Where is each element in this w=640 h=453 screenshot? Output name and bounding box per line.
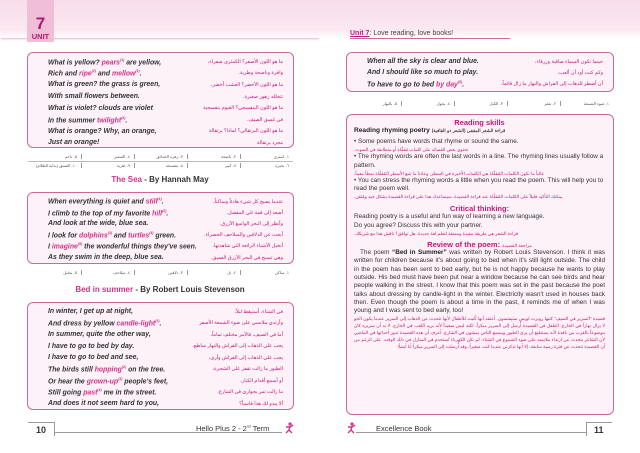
vocab-word: grown-up (86, 377, 119, 385)
subtitle-en: Reading rhyming poetry (354, 127, 430, 134)
poem-line-arabic: وأرتدي ملابسي على ضوء الشمعة الأصفر (199, 320, 283, 327)
poem-line (48, 230, 283, 241)
poem-line (48, 306, 283, 318)
poem-author: - By Hannah May (142, 175, 209, 184)
book-title-text: Term (250, 424, 270, 433)
runner-logo-icon (346, 422, 356, 434)
footnote-marker: (2) (121, 365, 127, 370)
vocab-item: ٣- زهرة الحدائق (134, 154, 187, 159)
poem-line-arabic: في غسق الصيف. (247, 116, 283, 123)
poem-line-arabic: ما هو اللون البنفسجي؟ الغيوم بنفسجية (203, 105, 283, 112)
poem-lines (48, 306, 283, 410)
poem-line-arabic: أبحث عن الدلافين والسلاحف الخضراء. (204, 232, 283, 239)
poem-line (48, 114, 283, 126)
footnote-marker: (5) (457, 80, 463, 85)
poem-line-arabic: مجرد برتقالة (256, 139, 283, 146)
poem-line-english (48, 197, 164, 205)
poem-title-text: The Sea (111, 175, 142, 184)
line-text: . (159, 320, 162, 328)
poem-line-english (48, 58, 161, 66)
line-text: I look for (48, 232, 80, 240)
line-text: I climb to the top of my favorite (48, 209, 153, 217)
poem-line (48, 398, 283, 410)
poem-line (48, 352, 283, 364)
poem-line (48, 252, 283, 263)
vocab-word: pears (101, 58, 120, 66)
poem-line-english (367, 80, 464, 88)
unit-label: UNIT (31, 32, 50, 41)
book-title-text: Hello Plus 2 - 2 (196, 424, 247, 433)
poem-line (48, 241, 283, 252)
vocab-item: ١٠- الغسق (بداية الظلام) (36, 163, 77, 168)
poem-line-arabic: يجب علي الذهاب إلى الفراش والنهار ساطع. (192, 343, 283, 350)
divider (28, 161, 293, 162)
footnote-marker: (1) (120, 57, 125, 62)
vocab-item: ٤- بجوار (401, 101, 454, 106)
poem-line-english: I have to go to bed and see, (48, 354, 139, 362)
review-title-ar: مراجعة القصيدة (502, 243, 532, 249)
footer-rule (586, 422, 587, 436)
poem-line-arabic: يجب علي الذهاب إلى الفراش وأرى، (208, 354, 283, 361)
poem-line (367, 67, 603, 78)
vocab-row (28, 154, 293, 159)
poem-line-arabic: وأنظر إلى البحر الواسع الأزرق. (219, 220, 283, 227)
vocab-item: ٨- بنفسجة (134, 163, 187, 168)
page-number: 11 (594, 425, 604, 435)
poem-line (48, 196, 283, 207)
poem-line-arabic: أصعد إلى قمة تلي المفضل. (226, 209, 283, 216)
poem-line-english (48, 116, 127, 124)
vocab-item: ٤- الشعير (81, 154, 134, 159)
vocab-item: ٧- كبير (187, 163, 240, 168)
bullet-arabic: غالباً ما تكون الكلمات المُقفَّاة هي الكلمات الأخيرة في السطر. وعادةً ما تتبع الأسطر المُقفَّاة نمطاً معيناً. (354, 170, 544, 176)
vocab-word: dolphins (79, 232, 108, 240)
poem-line (48, 329, 283, 341)
poem-line (48, 102, 283, 114)
vocab-item: ٥- ناعم (65, 154, 77, 159)
line-text: When everything is quiet and (48, 198, 146, 206)
bullet-text: • Some poems have words that rhyme or sound the same. (354, 138, 519, 145)
poem-line (48, 207, 283, 218)
vocab-word: hill (152, 209, 163, 217)
poem-line (48, 375, 283, 387)
poem-line-arabic: تتخلله زهور صغيرة. (243, 93, 283, 100)
poem-line (48, 79, 283, 91)
right-page (320, 0, 640, 453)
page-number: 10 (36, 425, 47, 435)
poem-line (48, 68, 283, 80)
line-text: on the tree. (126, 366, 166, 374)
vocab-word: by day (436, 81, 458, 89)
poem-title-the-sea (0, 175, 320, 184)
poem-line-arabic: أما في الصيف، فالأمر مختلف تماماً، (210, 331, 283, 338)
book-title-sup: nd (246, 424, 251, 429)
poem-line-english: And does it not seem hard to you, (48, 400, 160, 408)
line-text: and (95, 70, 113, 78)
vocab-word: hopping (94, 366, 122, 374)
footer-rule (54, 422, 55, 436)
line-text: green. (153, 232, 177, 240)
review-text (354, 249, 605, 315)
line-text: The birds still (48, 366, 95, 374)
line-text: I (48, 243, 52, 251)
poem-line-english (48, 209, 168, 217)
reading-skills-title: Reading skills (454, 118, 505, 127)
vocab-item: ٣- دلافين (134, 270, 187, 275)
vocab-item: ٣- الكبار (454, 101, 507, 106)
vocab-word: candle-light (116, 320, 156, 328)
poem-line (48, 318, 283, 330)
vocab-row (28, 163, 293, 168)
poem-line-arabic: ما هو اللون الأصفر؟ الكمثرى صفراء، (207, 58, 283, 65)
poem-author: - By Robert Louis Stevenson (133, 285, 245, 294)
line-text: people's feet, (122, 377, 169, 385)
vocab-row (348, 101, 613, 106)
poem-line-english: In winter, I get up at night, (48, 308, 133, 316)
poem-line-english: Just an orange! (48, 139, 100, 147)
poem-line-arabic: ما هو اللون البرتقالي؟ لماذا؟ برتقالة (208, 128, 283, 135)
poem-line-arabic: ما هو اللون الأخضر؟ العشب أخضر، (210, 81, 283, 88)
poem-line (48, 341, 283, 353)
poem-line-english: With small flowers between. (48, 93, 140, 101)
vocab-word: ripe (79, 70, 92, 78)
line-text: To have to go to bed (367, 81, 437, 89)
poem-line (48, 218, 283, 229)
poem-lines (367, 56, 603, 90)
vocab-item: ٢- ناضجة (187, 154, 240, 159)
poem-line-english: What is violet? clouds are violet (48, 104, 153, 112)
poem-line-english (48, 365, 165, 373)
line-text: Still going (48, 389, 84, 397)
poem-line-english: And I should like so much to play. (367, 69, 479, 77)
poem-lines (48, 196, 283, 263)
poem-lines (48, 56, 283, 149)
poem-line (48, 126, 283, 138)
vocab-item: ٢- تل (187, 270, 240, 275)
vocab-item: ٥- بالنهار (382, 101, 397, 106)
unit-header-unit: Unit 7 (350, 30, 370, 37)
footnote-marker: (3) (135, 69, 140, 74)
vocab-item: ١- كمثرى (240, 154, 293, 159)
poem-box-bed-in-summer (27, 302, 294, 410)
unit-header-title: : Love reading, love books! (369, 30, 454, 37)
poem-line-english (48, 231, 176, 239)
poem-title-bed-in-summer (0, 285, 320, 294)
vocab-word: turtles (128, 232, 150, 240)
poem-line-english: What is orange? Why, an orange, (48, 127, 157, 135)
poem-line-arabic: وافرة وناضجة وطرية. (238, 70, 283, 77)
line-text: me in the street. (101, 389, 157, 397)
vocab-item: ١- ساكن (240, 270, 293, 275)
vocab-word: twilight (97, 116, 122, 124)
skills-box (346, 114, 614, 415)
vocab-word: past (83, 389, 98, 397)
poem-line (48, 56, 283, 68)
poem-line-english (48, 242, 197, 250)
critical-thinking-line: Reading poetry is a useful and fun way of learning a new language. (354, 213, 545, 221)
poem-line-arabic: ألا يبدو لك هذا قاسياً؟ (239, 400, 283, 407)
footnote-marker: (4) (97, 388, 102, 393)
line-text: . (462, 81, 465, 89)
footnote-marker: (1) (157, 197, 162, 202)
footnote-marker: (3) (107, 231, 113, 235)
runner-logo-icon (284, 422, 294, 434)
reading-skills-bullets (354, 138, 605, 200)
book-title: Excellence Book (376, 424, 432, 433)
vocab-item: ٤- سلاحف (81, 270, 134, 275)
footer-rule (586, 422, 612, 423)
vocab-item: ٦- بحيرة (240, 163, 293, 168)
footnote-marker: (3) (118, 376, 123, 381)
poem-line-english: In summer, quite the other way, (48, 331, 151, 339)
line-text: And dress by yellow (48, 320, 117, 328)
poem-line-english: When all the sky is clear and blue. (367, 58, 479, 66)
critical-thinking-line: Do you agree? Discuss this with your partner. (354, 221, 483, 229)
bullet-text: • The rhyming words are often the last words in a line. The rhyming lines usually follow a pattern. (354, 153, 604, 169)
poem-line-arabic: عندما يصبح كل شيء هادئاً وساكناً، (212, 198, 283, 205)
line-text: Or hear the (48, 377, 87, 385)
line-text: . (139, 70, 142, 78)
vocab-item: ٥- يتخيل (63, 270, 77, 275)
poem-box-colors (27, 52, 294, 148)
poem-title-text: Bed in summer (75, 285, 134, 294)
bullet-arabic: يمكنك التأكيد قليلاً على الكلمات المُقفَّاة عند قراءة القصيدة. سيساعدك هذا على قراءة القصيدة بشكل جيد ومُتقن. (354, 194, 563, 200)
unit-badge (27, 0, 54, 42)
poem-line-english (48, 69, 142, 77)
line-text: and (112, 232, 129, 240)
book-title (196, 424, 269, 433)
poem-line-english (48, 319, 161, 327)
review-poem-name: “Bed in Summer” (392, 249, 447, 257)
poem-line (367, 56, 603, 67)
vocab-item: ١- ضوء الشمعة (560, 101, 613, 106)
poem-line-english: What is green? the grass is green, (48, 81, 161, 89)
poem-line-arabic: الطيور ما زالت تقفز على الشجرة، (212, 366, 283, 373)
line-text: What is yellow? (48, 58, 102, 66)
bullet-arabic: تحتوي بعض القصائد على كلمات مُقفَّاة أو متطابقة في الصوت. (354, 147, 469, 153)
vocab-word: mellow (112, 70, 136, 78)
poem-line-english: And look at the wide, blue sea. (48, 220, 149, 228)
poem-line-arabic: ما زالت تمر بجواري في الشارع. (217, 389, 283, 396)
unit-header (350, 30, 510, 39)
footnote-marker: (1) (155, 319, 160, 324)
review-title-en: Review of the poem: (427, 240, 501, 250)
critical-thinking-ar: قراءة الشعر هي طريقة مفيدة وممتعة لتعلم لغة جديدة. هل توافق؟ ناقش هذا مع شريكك. (354, 231, 519, 237)
review-text-ar: قصيدة "السرير في الصيف" كتبها روبرت لويس ستيفنسون. أعتقد أنها كُتبت للأطفال لأنها تتحدث عن الذهاب إلى السرير عندما يكون الجو لا يزال نهاراً في الخارج. الطفل في القصيدة أُرسل إلى السرير مبكراً، لكنه ليس سعيداً لأنه يريد اللعب في الخارج. لا بد أن سريره كان موضوعاً بالقرب من نافذة لأنه يستطيع أن يرى الطيور ويسمع الناس يمشون في الشارع. أعرف أن هذه القصيدة تدور أحداثها في الماضي لأن الشاعر يتحدث عن ارتداء ملابسه على ضوء الشموع في الشتاء. لم تكن الكهرباء تُستخدم في المنازل في ذلك الوقت. على الرغم من أن القصيدة تتحدث عن فترة زمنية سابقة، إلا أنها تذكرني عندما كنت صغيراً، وقد أُرسلت إلى السرير مبكراً أنا أيضاً! (354, 316, 605, 350)
review-text-start: The poem (360, 249, 393, 257)
vocab-item: ٢- تقفز (507, 101, 560, 106)
line-text: . (166, 209, 169, 217)
vocab-word: still (145, 198, 158, 206)
footnote-marker: (5) (77, 242, 83, 247)
poem-line (48, 364, 283, 376)
unit-number: 7 (35, 14, 46, 33)
footnote-marker: (4) (121, 115, 126, 120)
poem-box-the-sea (27, 192, 294, 264)
poem-line-arabic: وكم كنت أود أن ألعب، (557, 69, 603, 76)
vocab-row (28, 270, 293, 275)
line-text: are yellow, (124, 58, 162, 66)
poem-line (48, 91, 283, 103)
poem-box-continued (346, 52, 614, 92)
poem-line-english: As they swim in the deep, blue sea. (48, 254, 164, 262)
vocab-item: ٩- طرية (81, 163, 134, 168)
footnote-marker: (2) (91, 69, 96, 74)
poem-line (48, 387, 283, 399)
footer-rule (28, 422, 54, 423)
reading-skills-subtitle (354, 127, 605, 134)
poem-line-arabic: أتخيل الأشياء الرائعة التي شاهدتها. (212, 243, 283, 250)
line-text: Rich and (48, 70, 80, 78)
subtitle-ar: (قراءة الشعر المقفى (الشعر ذو القافية (431, 128, 506, 133)
poem-line (48, 137, 283, 149)
review-text-body: was written by Robert Louis Stevenson. I think it was written for children because it's about going to bed when it's still light outside. The child in the poem has been sent to bed early, but he is not happy because he wants to play outside. His bed must have been put near a window because he can see birds and hear people walking in the street. I know that this poem was set in the past because the poet talks about dressing by candle-light in the winter. Electricity wasn't used in houses back then. Even though the poem Is about a time in the past, it reminds me of when I was young and I was sent to bed early, too! (354, 249, 605, 315)
poem-line-arabic: وهي تسبح في البحر الأزرق العميق. (211, 254, 283, 261)
critical-thinking-title: Critical thinking: (449, 204, 510, 214)
poem-line-english: I have to go to bed by day. (48, 342, 135, 350)
poem-line-arabic: أو أسمع أقدام الكبار، (240, 377, 283, 384)
poem-line-english (48, 388, 156, 396)
line-text: the wonderful things they've seen. (82, 243, 197, 251)
poem-line-arabic: أن أضطر للذهاب إلى الفراش والنهار ما زال قائماً. (501, 81, 603, 88)
footnote-marker: (2) (162, 208, 167, 213)
line-text: . (161, 198, 164, 206)
poem-line-arabic: حينما تكون السماء صافية وزرقاء، (534, 58, 603, 65)
poem-line-english (48, 377, 168, 385)
poem-line (367, 79, 603, 90)
line-text: In the summer (48, 116, 98, 124)
line-text: . (125, 116, 128, 124)
bullet-text: • You can stress the rhyming words a little when you read the poem. This will help you to read the poem well. (354, 176, 604, 193)
footnote-marker: (4) (149, 231, 154, 235)
vocab-word: imagine (51, 243, 78, 251)
poem-line-arabic: في الشتاء، أستيقظ ليلاً، (234, 308, 283, 315)
review-title (354, 240, 605, 249)
